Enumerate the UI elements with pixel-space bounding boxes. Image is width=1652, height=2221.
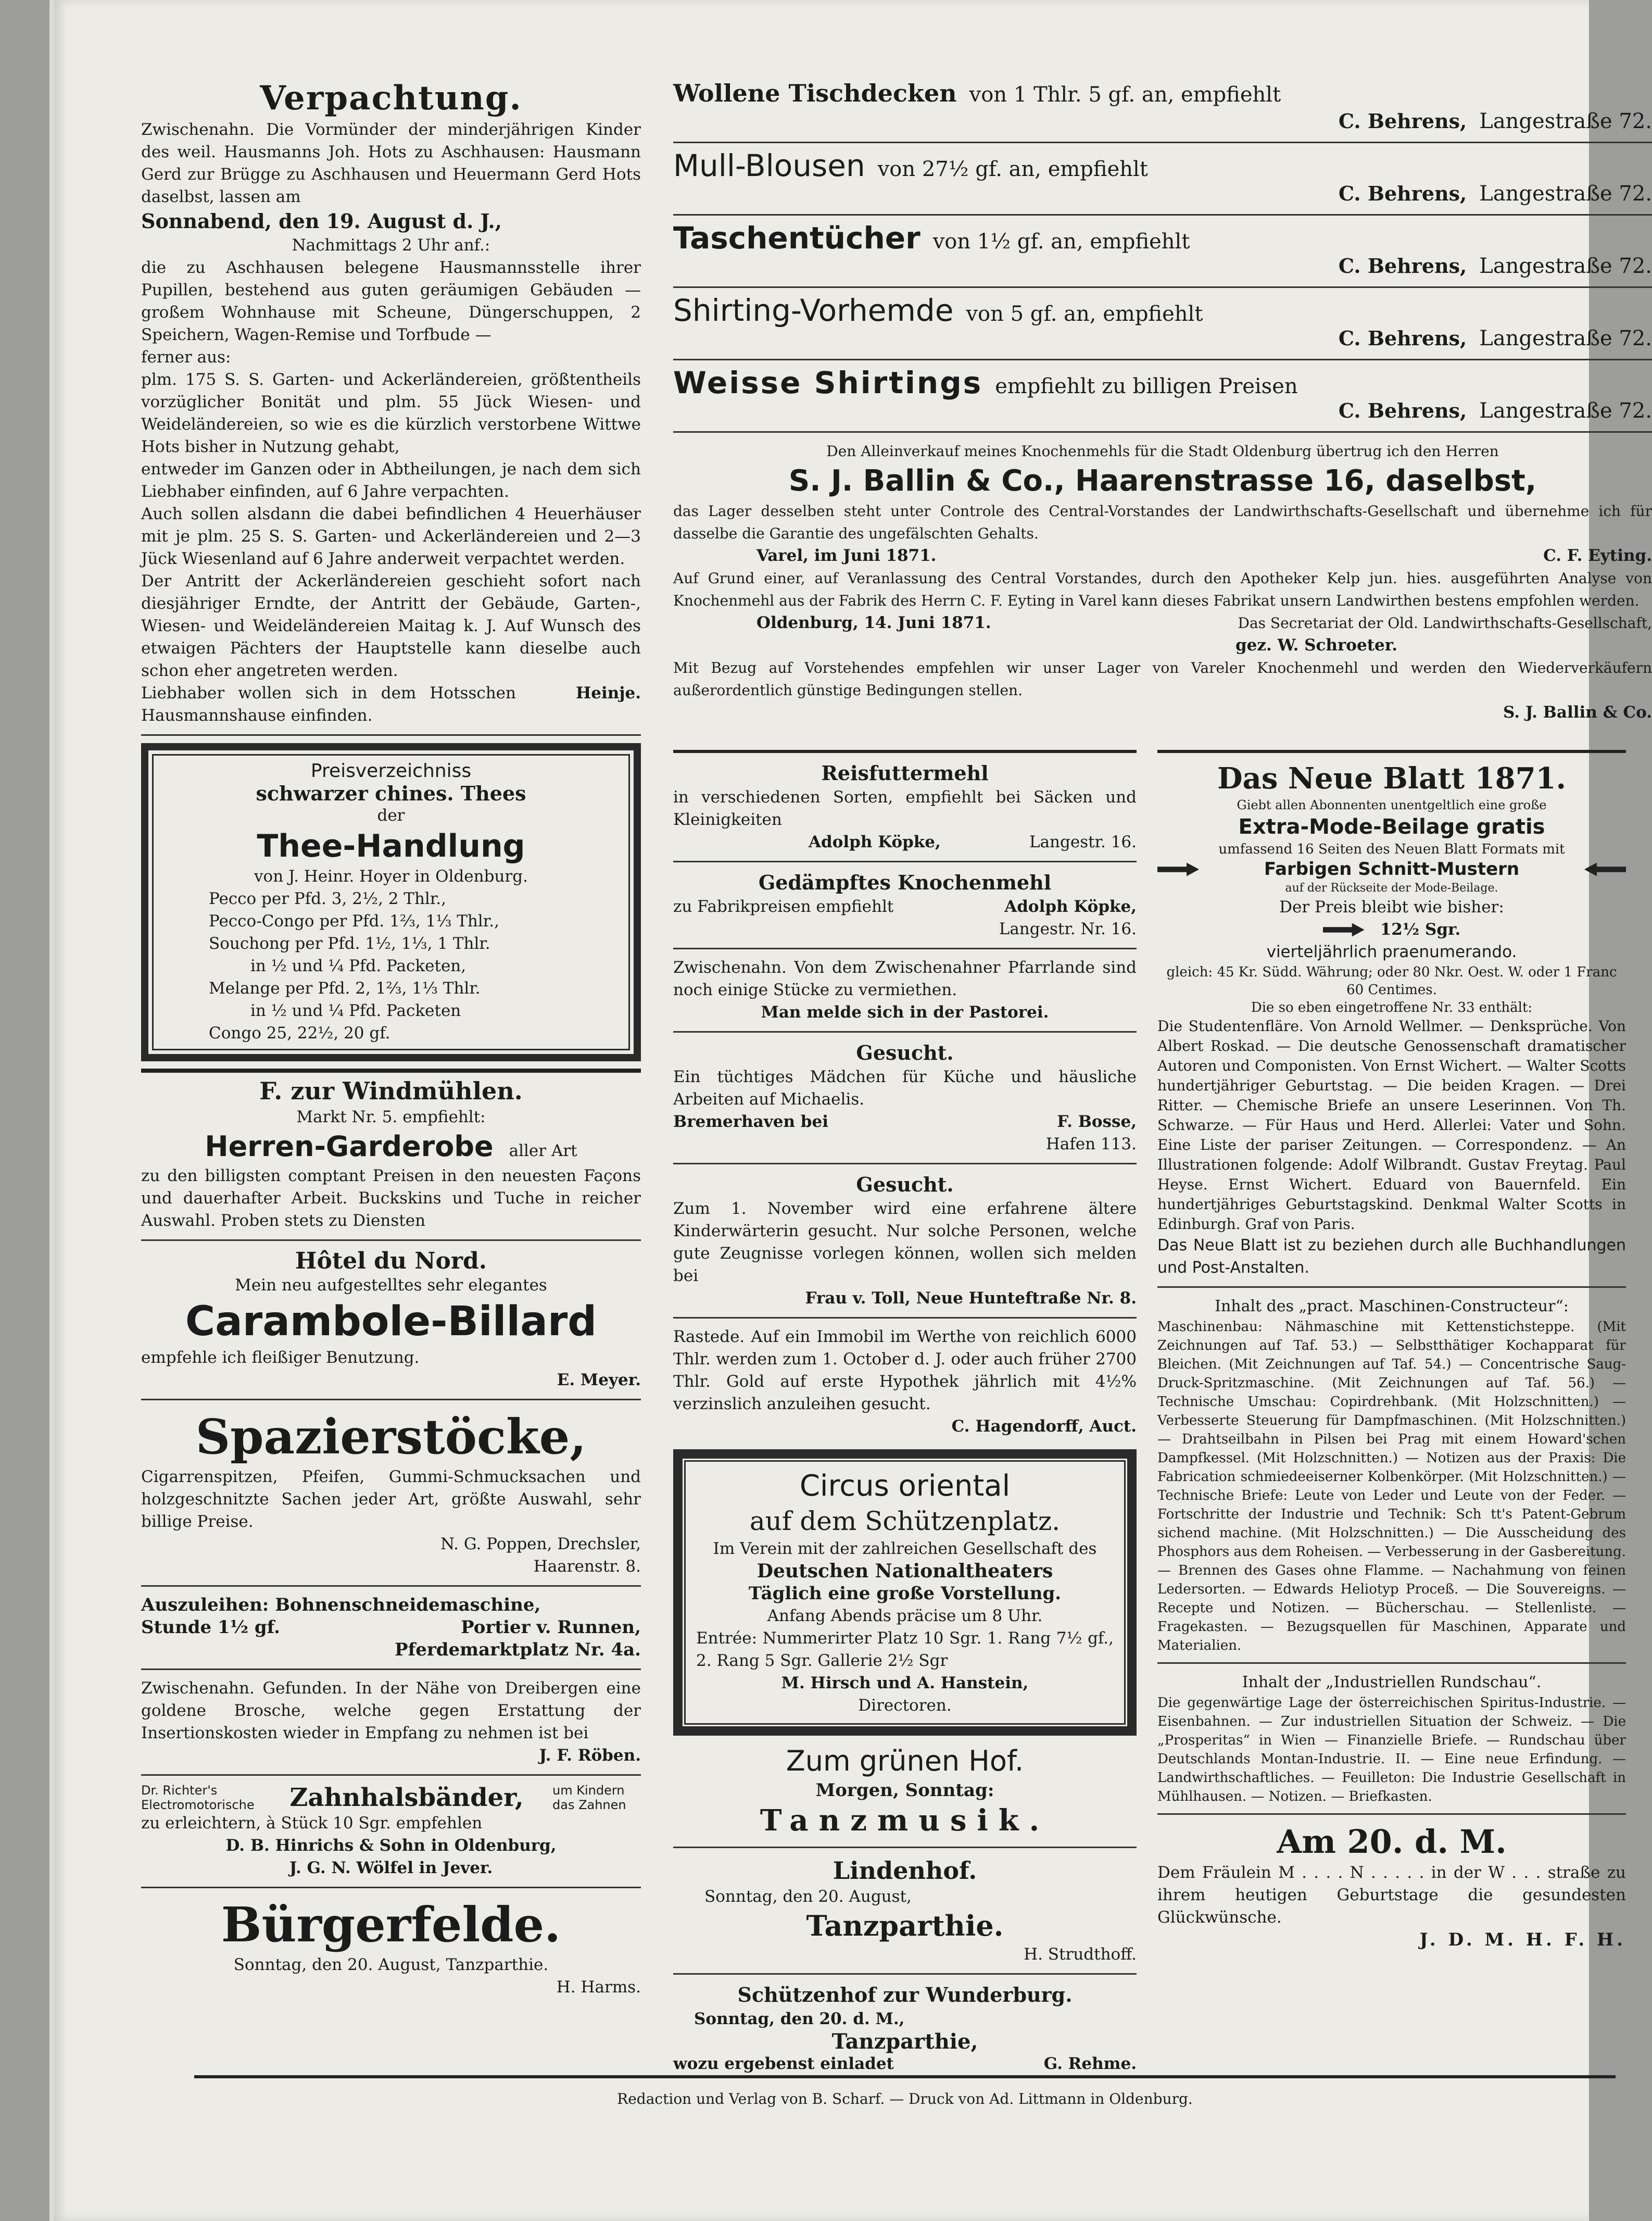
neues-blatt-line: vierteljährlich praenumerando. <box>1266 943 1517 961</box>
verpachtung-text: Der Antritt der Ackerländereien geschieht sofort nach diesjähriger Erndte, der Antritt der Gebäude, Garten-, Wiesen- und Weideländereien Maitag k. J. Auf Wunsch des etwaigen Pächters der Hauptstelle kann dieselbe auch schon eher angetreten werden. <box>141 572 641 680</box>
ballin-signature: S. J. Ballin & Co. <box>1503 703 1652 722</box>
verpachtung-text: Liebhaber wollen sich in dem Hotsschen Hausmannshause einfinden. <box>141 684 516 725</box>
newspaper-page <box>49 0 1652 2221</box>
maschinen-title: Inhalt des „pract. Maschinen-Constructeur“: <box>1215 1297 1569 1315</box>
circus-line: Täglich eine große Vorstellung. <box>748 1583 1062 1604</box>
reisfutter-text: in verschiedenen Sorten, empfiehlt bei Säcken und Kleinigkeiten <box>673 788 1137 829</box>
gesucht-place: Bremerhaven bei <box>673 1112 828 1131</box>
schuetzenhof-line: wozu ergebenst einladet <box>673 2054 894 2073</box>
gefunden-signature: J. F. Röben. <box>539 1746 641 1765</box>
neues-blatt-line: Die so eben eingetroffene Nr. 33 enthält: <box>1251 1000 1533 1015</box>
verpachtung-text: Zwischenahn. Die Vormünder der minderjährigen Kinder des weil. Hausmanns Joh. Hots zu Aschhausen: Hausmann Gerd zur Brügge zu Aschhausen und Heuermann Gerd Hots daselbst, lassen am <box>141 120 641 206</box>
gesucht-title: Gesucht. <box>856 1041 954 1064</box>
rastede-text: Rastede. Auf ein Immobil im Werthe von reichlich 6000 Thlr. werden zum 1. October d. J. oder auch früher 2700 Thlr. Gold auf erste Hypothek jährlich mit 4½% verzinslich anzuleihen gesucht. <box>673 1327 1137 1413</box>
garderobe-title: Herren-Garderobe <box>205 1130 494 1163</box>
ballin-text: Mit Bezug auf Vorstehendes empfehlen wir unser Lager von Vareler Knochenmehl und werden den Wiederverkäufern außerordentlich günstige Bedingungen stellen. <box>673 659 1652 699</box>
ballin-signature: Das Secretariat der Old. Landwirthschafts-Gesellschaft, <box>1238 614 1652 632</box>
neues-blatt-line: Der Preis bleibt wie bisher: <box>1279 898 1504 917</box>
gruener-hof-tanz: Tanzmusik. <box>760 1803 1050 1838</box>
schuetzenhof-title: Schützenhof zur Wunderburg. <box>737 1983 1073 2006</box>
behrens-product: Wollene Tischdecken <box>673 79 957 107</box>
ballin-title: S. J. Ballin & Co., Haarenstrasse 16, daselbst, <box>788 464 1537 498</box>
spazierstoecke-signature: N. G. Poppen, Drechsler, <box>440 1535 641 1553</box>
buergerfelde-title: Bürgerfelde. <box>221 1897 561 1953</box>
rastede-signature: C. Hagendorff, Auct. <box>951 1417 1137 1436</box>
behrens-ad <box>673 295 1652 360</box>
verpachtung-text: Auch sollen alsdann die dabei befindlichen 4 Heuerhäuser mit je plm. 25 S. S. Garten- und Ackerländereien und 2—3 Jück Wiesenland auf 6 Jahre anderweit verpachtet werden. <box>141 505 641 568</box>
tea-from: von J. Heinr. Hoyer in Oldenburg. <box>254 867 528 886</box>
circus-box <box>673 1449 1137 1736</box>
neues-blatt-price: 12½ Sgr. <box>1380 920 1461 939</box>
lindenhof-line: Sonntag, den 20. August, <box>704 1887 912 1906</box>
buergerfelde-line: Sonntag, den 20. August, Tanzparthie. <box>233 1955 549 1974</box>
circus-subtitle: auf dem Schützenplatz. <box>749 1506 1061 1536</box>
garderobe-text: zu den billigsten comptant Preisen in den neuesten Façons und dauerhafter Arbeit. Buckskins und Tuche in reicher Auswahl. Proben stets zu Diensten <box>141 1166 641 1230</box>
neues-blatt-footer: Das Neue Blatt ist zu beziehen durch alle Buchhandlungen und Post-Anstalten. <box>1157 1236 1626 1277</box>
tea-handlung: Thee-Handlung <box>257 828 525 864</box>
neues-blatt-title: Das Neue Blatt 1871. <box>1217 761 1566 796</box>
ballin-signature: C. F. Eyting. <box>1543 546 1652 565</box>
auszuleihen-name: Portier v. Runnen, <box>461 1617 641 1638</box>
richter-text: zu erleichtern, à Stück 10 Sgr. empfehlen <box>141 1814 483 1833</box>
reisfutter-signature: Adolph Köpke, <box>809 833 941 851</box>
verpachtung-text: entweder im Ganzen oder in Abtheilungen, je nach dem sich Liebhaber einfinden, auf 6 Jahre verpachten. <box>141 460 641 501</box>
tea-price-list-box <box>141 743 641 1061</box>
ballin-text: Auf Grund einer, auf Veranlassung des Central Vorstandes, durch den Apotheker Kelp jun. hies. ausgeführten Analyse von Knochenmehl aus der Fabrik des Herrn C. F. Eyting in Varel kann dieses Fabrikat unsern Landwirthen bestens empfohlen werden. <box>673 570 1652 609</box>
verpachtung-text: ferner aus: <box>141 348 231 367</box>
windmuehlen-address: Markt Nr. 5. empfiehlt: <box>296 1108 486 1126</box>
behrens-product: Weisse Shirtings <box>673 365 983 400</box>
richter-title: Zahnhalsbänder, <box>289 1783 524 1812</box>
pointing-hand-icon <box>1157 863 1199 876</box>
garderobe-tail: aller Art <box>509 1141 577 1160</box>
tea-line: Pecco per Pfd. 3, 2½, 2 Thlr., <box>209 889 446 908</box>
verpachtung-text: die zu Aschhausen belegene Hausmannsstelle ihrer Pupillen, bestehend aus guten geräumigen Gebäuden — großem Wohnhause mit Scheune, Düngerschuppen, 2 Speichern, Wagen-Remise und Torfbude — <box>141 258 641 344</box>
behrens-name: C. Behrens, <box>1338 182 1467 205</box>
tea-line: Souchong per Pfd. 1½, 1⅓, 1 Thlr. <box>209 934 490 953</box>
column-middle <box>673 750 1137 2075</box>
buergerfelde-signature: H. Harms. <box>556 1978 641 1997</box>
behrens-price: von 27½ gf. an, empfiehlt <box>877 157 1148 181</box>
behrens-price: von 5 gf. an, empfiehlt <box>966 302 1203 326</box>
schuetzenhof-tanz: Tanzparthie, <box>831 2029 978 2054</box>
behrens-ad <box>673 220 1652 288</box>
gruener-hof-sub: Morgen, Sonntag: <box>815 1780 994 1801</box>
circus-line: Anfang Abends präcise um 8 Uhr. <box>767 1607 1043 1625</box>
tea-title: Preisverzeichniss <box>310 760 472 782</box>
knochenmehl-address: Langestr. Nr. 16. <box>999 920 1137 938</box>
schuetzenhof-signature: G. Rehme. <box>1043 2054 1137 2073</box>
reisfutter-title: Reisfuttermehl <box>821 761 989 785</box>
behrens-ad <box>673 365 1652 433</box>
hotel-title: Hôtel du Nord. <box>295 1248 487 1274</box>
billard-signature: E. Meyer. <box>557 1371 641 1389</box>
knochenmehl-title: Gedämpftes Knochenmehl <box>758 871 1052 894</box>
billard-text: empfehle ich fleißiger Benutzung. <box>141 1348 420 1367</box>
behrens-price: von 1 Thlr. 5 gf. an, empfiehlt <box>969 83 1281 107</box>
neues-blatt-line: gleich: 45 Kr. Südd. Währung; oder 80 Nkr. Oest. W. oder 1 Franc 60 Centimes. <box>1166 964 1617 998</box>
gefunden-text: Zwischenahn. Gefunden. In der Nähe von Dreibergen eine goldene Brosche, welche gegen Erstattung der Insertionskosten wieder in Empfang zu nehmen ist bei <box>141 1679 641 1742</box>
verpachtung-time: Nachmittags 2 Uhr anf.: <box>292 236 490 255</box>
behrens-product: Taschentücher <box>673 220 920 256</box>
ballin-intro: Den Alleinverkauf meines Knochenmehls für die Stadt Oldenburg übertrug ich den Herren <box>826 443 1499 460</box>
behrens-price: empfiehlt zu billigen Preisen <box>995 374 1298 398</box>
behrens-address: Langestraße 72. <box>1479 327 1652 350</box>
circus-directors: Directoren. <box>858 1696 952 1715</box>
gruener-hof-title: Zum grünen Hof. <box>786 1745 1024 1777</box>
tea-line: Pecco-Congo per Pfd. 1⅔, 1⅓ Thlr., <box>209 912 499 931</box>
lindenhof-signature: H. Strudthoff. <box>1024 1945 1137 1964</box>
pointing-hand-icon <box>1584 863 1626 876</box>
circus-line: Im Verein mit der zahlreichen Gesellschaft des <box>713 1539 1097 1558</box>
reisfutter-address: Langestr. 16. <box>1029 833 1137 851</box>
behrens-name: C. Behrens, <box>1338 109 1467 133</box>
neues-blatt-line: Giebt allen Abonnenten unentgeltlich eine große <box>1237 798 1547 812</box>
verpachtung-title: Verpachtung. <box>260 79 522 118</box>
behrens-address: Langestraße 72. <box>1479 254 1652 278</box>
richter-suffix: um Kindern das Zahnen <box>552 1783 626 1812</box>
lindenhof-title: Lindenhof. <box>833 1856 977 1885</box>
column-right <box>1157 750 1626 1951</box>
auszuleihen-line: Auszuleihen: Bohnenschneidemaschine, <box>141 1595 541 1615</box>
ballin-place: Varel, im Juni 1871. <box>756 546 937 565</box>
imprint <box>194 2075 1616 2110</box>
billard-title: Carambole-Billard <box>185 1298 597 1345</box>
gesucht-signature: F. Bosse, <box>1057 1112 1137 1131</box>
neues-blatt-line: Extra-Mode-Beilage gratis <box>1238 815 1545 839</box>
pfarrland-signature: Man melde sich in der Pastorei. <box>761 1003 1049 1022</box>
knochenmehl-signature: Adolph Köpke, <box>1004 897 1137 916</box>
behrens-name: C. Behrens, <box>1338 327 1467 350</box>
gesucht-address: Hafen 113. <box>1045 1135 1137 1153</box>
behrens-address: Langestraße 72. <box>1479 399 1652 423</box>
ballin-place: Oldenburg, 14. Juni 1871. <box>756 613 991 632</box>
behrens-name: C. Behrens, <box>1338 399 1467 422</box>
spazierstoecke-title: Spazierstöcke, <box>195 1409 587 1465</box>
hotel-line: Mein neu aufgestelltes sehr elegantes <box>235 1276 547 1295</box>
ballin-ad <box>673 440 1652 724</box>
verpachtung-text: plm. 175 S. S. Garten- und Ackerländereien, größtentheils vorzüglicher Bonität und plm. 55 Jück Wiesen- und Weideländereien, so wie es die kürzlich verstorbene Wittwe Hots bisher in Nutzung gehabt, <box>141 370 641 456</box>
richter-seller: D. B. Hinrichs & Sohn in Oldenburg, <box>225 1836 557 1855</box>
rundschau-contents: Die gegenwärtige Lage der österreichischen Spiritus-Industrie. — Eisenbahnen. — Zur industriellen Situation der Schweiz. — Die „Prosperitas“ in Wien — Finanzielle Briefe. — Rundschau über Deutschlands Montan-Industrie. II. — Eine neue Erfindung. — Landwirthschaftliches. — Feuilleton: Die Industrie Gesellschaft in Mühlhausen. — Notizen. — Briefkasten. <box>1157 1695 1626 1804</box>
behrens-address: Langestraße 72. <box>1479 109 1652 133</box>
tea-subtitle: schwarzer chines. Thees <box>256 782 526 805</box>
windmuehlen-title: F. zur Windmühlen. <box>141 1069 641 1106</box>
tea-line: in ½ und ¼ Pfd. Packeten <box>250 1001 461 1020</box>
ballin-text: das Lager desselben steht unter Controle des Central-Vorstandes der Landwirthschafts-Gesellschaft und übernehme ich für dasselbe die Garantie des ungefälschten Gehalts. <box>673 503 1652 542</box>
behrens-address: Langestraße 72. <box>1479 182 1652 206</box>
knochenmehl-text: zu Fabrikpreisen empfiehlt <box>673 897 894 916</box>
circus-line: Entrée: Nummerirter Platz 10 Sgr. 1. Rang 7½ gf., 2. Rang 5 Sgr. Gallerie 2½ Sgr <box>696 1629 1114 1670</box>
ballin-signature: gez. W. Schroeter. <box>1235 636 1398 655</box>
tea-line: Melange per Pfd. 2, 1⅔, 1⅓ Thlr. <box>209 979 481 998</box>
am20-text: Dem Fräulein M . . . . N . . . . . in der W . . . straße zu ihrem heutigen Geburtstage die gesundesten Glückwünsche. <box>1157 1863 1626 1927</box>
gesucht-text: Zum 1. November wird eine erfahrene ältere Kinderwärterin gesucht. Nur solche Personen, welche gute Zeugnisse vorlegen können, wollen sich melden bei <box>673 1199 1137 1285</box>
am20-signature: J. D. M. H. F. H. <box>1419 1929 1626 1950</box>
neues-blatt-line: umfassend 16 Seiten des Neuen Blatt Formats mit <box>1218 842 1565 857</box>
neues-blatt-contents: Die Studentenfläre. Von Arnold Wellmer. — Denksprüche. Von Albert Roskad. — Die deutsche Genossenschaft dramatischer Autoren und Componisten. Von Ernst Wichert. — Walter Scotts hundertjähriger Geburtstag. — Die beiden Kragen. — Drei Ritter. — Chemische Briefe an unsere Leserinnen. Von Th. Schwarze. — Für Haus und Herd. Allerlei: Vater und Sohn. Eine Liste der pariser Zeitungen. — Correspondenz. — An Illustrationen folgende: Adolf Wilbrandt. Gustav Freytag. Paul Heyse. Ernst Wichert. Eduard von Bauernfeld. Ein hundertjähriges Geburtstagskind. Denkmal Walter Scotts in Edinburgh. Graf von Paris. <box>1157 1018 1626 1233</box>
spazierstoecke-address: Haarenstr. 8. <box>533 1557 641 1576</box>
neues-blatt-line: auf der Rückseite der Mode-Beilage. <box>1285 882 1498 895</box>
spazierstoecke-text: Cigarrenspitzen, Pfeifen, Gummi-Schmucksachen und holzgeschnitzte Sachen jeder Art, größte Auswahl, sehr billige Preise. <box>141 1467 641 1531</box>
gesucht-title: Gesucht. <box>856 1173 954 1196</box>
column-left <box>141 78 641 1999</box>
gesucht-signature: Frau v. Toll, Neue Hunteftraße Nr. 8. <box>805 1289 1137 1308</box>
behrens-ads <box>673 78 1652 724</box>
lindenhof-tanz: Tanzparthie. <box>806 1909 1004 1942</box>
tea-der: der <box>377 806 405 825</box>
neues-blatt-line: Farbigen Schnitt-Mustern <box>1264 859 1520 880</box>
tea-line: in ½ und ¼ Pfd. Packeten, <box>250 957 466 975</box>
schuetzenhof-line: Sonntag, den 20. d. M., <box>694 2010 905 2028</box>
behrens-product: Shirting-Vorhemde <box>673 293 954 328</box>
behrens-ad <box>673 150 1652 216</box>
rundschau-title: Inhalt der „Industriellen Rundschau“. <box>1242 1673 1542 1691</box>
circus-title: Circus oriental <box>799 1469 1011 1503</box>
imprint-text: Redaction und Verlag von B. Scharf. — Druck von Ad. Littmann in Oldenburg. <box>617 2090 1193 2107</box>
auszuleihen-address: Pferdemarktplatz Nr. 4a. <box>395 1639 641 1660</box>
pointing-hand-icon <box>1323 923 1365 937</box>
circus-line: Deutschen Nationaltheaters <box>756 1560 1053 1582</box>
gesucht-text: Ein tüchtiges Mädchen für Küche und häusliche Arbeiten auf Michaelis. <box>673 1068 1137 1109</box>
behrens-name: C. Behrens, <box>1338 254 1467 278</box>
behrens-product: Mull-Blousen <box>673 148 865 183</box>
verpachtung-date: Sonnabend, den 19. August d. J., <box>141 209 502 233</box>
circus-signature: M. Hirsch und A. Hanstein, <box>781 1674 1029 1692</box>
behrens-ad <box>673 78 1652 143</box>
maschinen-contents: Maschinenbau: Nähmaschine mit Kettenstichsteppe. (Mit Zeichnungen auf Taf. 53.) — Selbstthätiger Kochapparat für Bleichen. (Mit Zeichnungen auf Taf. 54.) — Concentrische Saug-Druck-Spritzmaschine. (Mit Zeichnungen auf Taf. 56.) — Technische Umschau: Copirdrehbank. (Mit Holzschnitten.) — Verbesserte Steuerung für Dampfmaschinen. (Mit Holzschnitten.) — Drahtseilbahn in Pilsen bei Prag mit einem Howard'schen Dampfkessel. (Mit Holzschnitten.) — Notizen aus der Praxis: Die Fabrication schmiedeeiserner Kolbenkörper. (Mit Holzschnitten.) — Technische Briefe: Leute von Leder und Leute von der Feder. — Fortschritte der Industrie und Technik: Sch tt's Patent-Gebrum sichend machine. (Mit Holzschnitten.) — Die Ausscheidung des Phosphors aus dem Roheisen. — Verbesserung in der Gasbereitung. — Brennen des Gases ohne Flamme. — Nachahmung von feinen Ledersorten. — Edwards Heliotyp Proceß. — Die Souvereigns. — Recepte und Notizen. — Bücherschau. — Stellenliste. — Fragekasten. — Bezugsquellen für Maschinen, Apparate und Materialien. <box>1157 1319 1626 1653</box>
behrens-price: von 1½ gf. an, empfiehlt <box>932 230 1190 254</box>
am20-title: Am 20. d. M. <box>1277 1823 1507 1861</box>
pfarrland-text: Zwischenahn. Von dem Zwischenahner Pfarrlande sind noch einige Stücke zu vermiethen. <box>673 958 1137 999</box>
richter-prefix: Dr. Richter's Electromotorische <box>141 1783 255 1812</box>
auszuleihen-price: Stunde 1½ gf. <box>141 1617 280 1638</box>
richter-seller: J. G. N. Wölfel in Jever. <box>289 1859 493 1877</box>
tea-line: Congo 25, 22½, 20 gf. <box>209 1024 390 1043</box>
verpachtung-signature: Heinje. <box>575 684 641 702</box>
